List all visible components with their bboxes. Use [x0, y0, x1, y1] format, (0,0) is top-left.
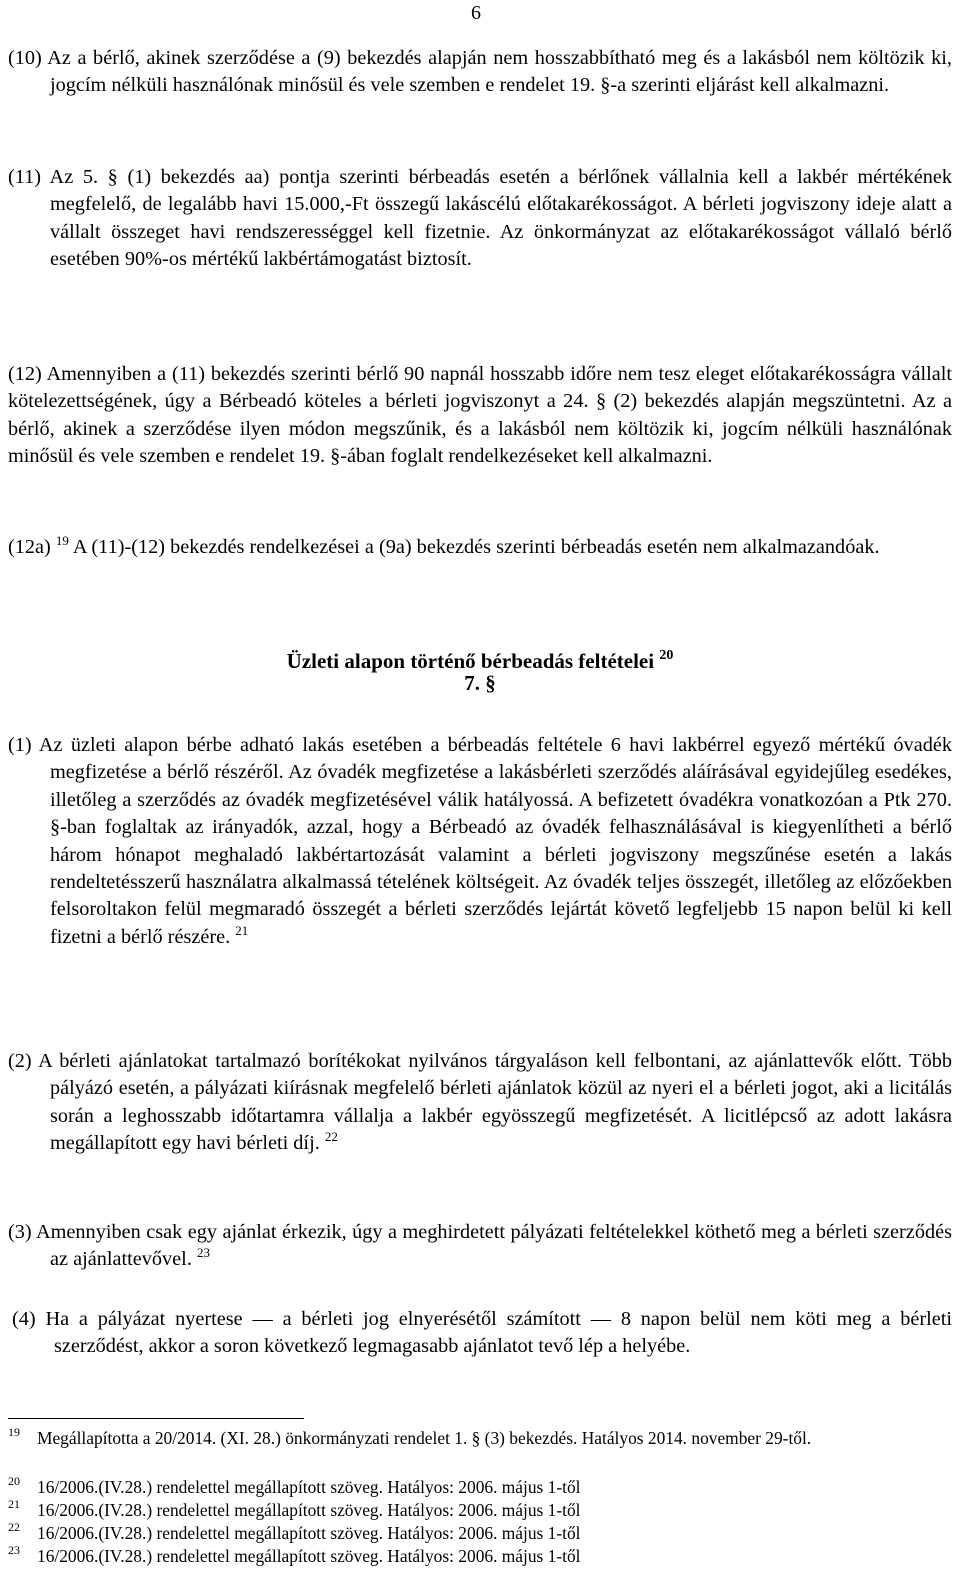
footnote-23 — [8, 1545, 952, 1567]
section-title: Üzleti alapon történő bérbeadás feltételei — [286, 649, 655, 673]
footnote-divider — [8, 1418, 304, 1419]
footnote-text: 16/2006.(IV.28.) rendelettel megállapított szöveg. Hatályos: 2006. május 1-től — [37, 1546, 581, 1566]
clause-2-body: (2) A bérleti ajánlatokat tartalmazó borítékokat nyilvános tárgyaláson kell felbontani, az ajánlattevők előtt. Több pályázó esetén, a pályázati kiírásnak megfelelő bérleti ajánlatok közül az nyeri el a bérleti jogot, aki a licitálás során a leghosszabb időtartamra vállalja a lakbér egyösszegű megfizetését. A licitlépcső az adott lakásra megállapított egy havi bérleti díj. — [8, 1050, 952, 1155]
clause-4 — [12, 1306, 952, 1361]
footnote-text: 16/2006.(IV.28.) rendelettel megállapított szöveg. Hatályos: 2006. május 1-től — [37, 1523, 581, 1543]
paragraph-12-text: (12) Amennyiben a (11) bekezdés szerinti bérlő 90 napnál hosszabb időre nem tesz eleget előtakarékosságra vállalt kötelezettségének, úgy a Bérbeadó köteles a bérleti jogviszonyt a 24. § (2) bekezdés alapján megszüntetni. Az a bérlő, akinek a szerződése ilyen módon megszűnik, és a lakásból nem költözik ki, jogcím nélküli használónak minősül és vele szemben e rendelet 19. §-ában foglalt rendelkezéseket kell alkalmazni. — [8, 363, 952, 468]
footnote-ref-19[interactable]: 19 — [55, 533, 69, 548]
footnote-text: Megállapította a 20/2014. (XI. 28.) önkormányzati rendelet 1. § (3) bekezdés. Hatályos 2014. november 29-től. — [37, 1428, 812, 1448]
clause-2 — [8, 1048, 952, 1158]
footnote-text: 16/2006.(IV.28.) rendelettel megállapított szöveg. Hatályos: 2006. május 1-től — [37, 1477, 581, 1497]
clause-2-text — [8, 1048, 952, 1158]
clause-1 — [8, 732, 952, 951]
footnote-ref-22[interactable]: 22 — [324, 1129, 338, 1145]
footnote-mark: 20 — [8, 1474, 20, 1488]
footnote-mark: 23 — [8, 1543, 20, 1557]
paragraph-10 — [8, 45, 952, 100]
clause-4-text: (4) Ha a pályázat nyertese — a bérleti jog elnyerésétől számított — 8 napon belül nem köti meg a bérleti szerződést, akkor a soron következő legmagasabb ajánlatot tevő lép a helyébe. — [12, 1308, 952, 1358]
footnote-mark: 22 — [8, 1520, 20, 1534]
clause-3 — [8, 1219, 952, 1274]
paragraph-11 — [8, 164, 952, 274]
paragraph-12a-body: A (11)-(12) bekezdés rendelkezései a (9a) bekezdés szerinti bérbeadás esetén nem alkalmazandóak. — [72, 536, 880, 558]
clause-3-body: (3) Amennyiben csak egy ajánlat érkezik, úgy a meghirdetett pályázati feltételekkel köthető meg a bérleti szerződés az ajánlattevővel. — [8, 1221, 952, 1271]
paragraph-10-text: (10) Az a bérlő, akinek szerződése a (9) bekezdés alapján nem hosszabbítható meg és a lakásból nem költözik ki, jogcím nélküli használónak minősül és vele szemben e rendelet 19. §-a szerinti eljárást kell alkalmazni. — [8, 47, 952, 97]
paragraph-12a-label: (12a) — [8, 536, 51, 558]
paragraph-12a-text — [8, 534, 952, 561]
paragraph-11-text: (11) Az 5. § (1) bekezdés aa) pontja szerinti bérbeadás esetén a bérlőnek vállalnia kell a lakbér mértékének megfelelő, de legalább havi 15.000,-Ft összegű lakáscélú előtakarékosságot. A bérleti jogviszony ideje alatt a vállalt összeget havi rendszerességgel kell fizetnie. Az önkormányzat az előtakarékosságot vállaló bérlő esetében 90%-os mértékű lakbértámogatást biztosít. — [8, 166, 952, 271]
footnote-22 — [8, 1522, 952, 1544]
footnote-mark: 19 — [8, 1425, 20, 1439]
footnote-19 — [8, 1427, 952, 1449]
clause-1-text — [8, 732, 952, 951]
section-number: 7. § — [464, 671, 496, 695]
footnote-ref-21[interactable]: 21 — [235, 922, 249, 938]
page-number: 6 — [471, 2, 481, 24]
footnote-ref-20[interactable]: 20 — [659, 648, 674, 663]
footnote-21 — [8, 1499, 952, 1521]
clause-1-body: (1) Az üzleti alapon bérbe adható lakás esetében a bérbeadás feltétele 6 havi lakbérrel egyező mértékű óvadék megfizetése a bérlő részéről. Az óvadék megfizetése a lakásbérleti szerződés aláírásával egyidejűleg esedékes, illetőleg a szerződés az óvadék megfizetésével válik hatályossá. A befizetett óvadékra vonatkozóan a Ptk 270. §-ban foglaltak az irányadók, azzal, hogy a Bérbeadó az óvadék felhasználásával is kiegyenlítheti a bérlő három hónapot meghaladó lakbértartozását valamint a bérleti jogviszony megszűnése esetén a lakás rendeltetésszerű használatra alkalmassá tételének költségeit. Az óvadék teljes összegét, illetőleg az előzőekben felsoroltakon felül megmaradó összegét a bérleti szerződés lejártát követő legfeljebb 15 napon belül ki kell fizetni a bérlő részére. — [8, 734, 952, 948]
footnote-mark: 21 — [8, 1497, 20, 1511]
paragraph-12a — [8, 534, 952, 561]
footnote-text: 16/2006.(IV.28.) rendelettel megállapított szöveg. Hatályos: 2006. május 1-től — [37, 1500, 581, 1520]
paragraph-12 — [8, 361, 952, 471]
footnote-ref-23[interactable]: 23 — [196, 1245, 210, 1261]
footnote-20 — [8, 1476, 952, 1498]
clause-3-text — [8, 1219, 952, 1274]
